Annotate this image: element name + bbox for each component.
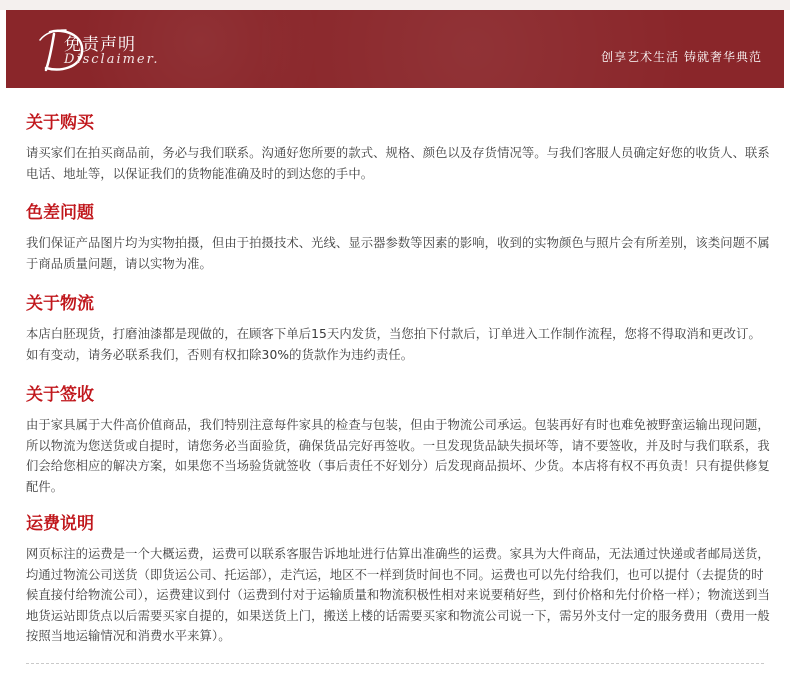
section-body: 由于家具属于大件高价值商品，我们特别注意每件家具的检查与包装，但由于物流公司承运。包装再好有时也难免被野蛮运输出现问题，所以物流为您送货或自提时，请您务必当面验货，确保货品完好再签收。一旦发现货品缺失损坏等，请不要签收，并及时与我们联系，我们会给您相应的解决方案，如果您不当场验货就签收（事后责任不好划分）后发现商品损坏、少货。本店将有权不再负责！只有提供修复配件。	[26, 418, 770, 494]
top-decor-strip	[0, 0, 790, 10]
section-heading: 运费说明	[26, 514, 94, 534]
section-heading: 关于签收	[26, 385, 94, 405]
section-body: 网页标注的运费是一个大概运费，运费可以联系客服告诉地址进行估算出准确些的运费。家具为大件商品，无法通过快递或者邮局送货，均通过物流公司送货（即货运公司、托运部），走汽运，地区不一样到货时间也不同。运费也可以先付给我们，也可以提付（去提货的时候直接付给物流公司），运费建议到付（运费到付对于运输质量和物流积极性相对来说要稍好些，到付价格和先付价格一样）；物流送到当地货运站即货点以后需要买家自提的，如果送货上门，搬送上楼的话需要买家和物流公司说一下，需另外支付一定的服务费用（费用一般按照当地运输情况和消费水平来算）。	[26, 547, 770, 643]
section-body: 请买家们在拍买商品前，务必与我们联系。沟通好您所要的款式、规格、颜色以及存货情况等。与我们客服人员确定好您的收货人、联系电话、地址等，以保证我们的货物能准确及时的到达您的手中。	[26, 146, 770, 181]
section-signing	[26, 384, 770, 497]
section-color-difference	[26, 202, 770, 274]
bottom-divider	[26, 663, 764, 664]
section-heading: 关于购买	[26, 113, 94, 133]
section-body: 本店白胚现货，打磨油漆都是现做的，在顾客下单后15天内发货，当您拍下付款后，订单进入工作制作流程，您将不得取消和更改订。如有变动，请务必联系我们，否则有权扣除30%的货款作为违约责任。	[26, 327, 761, 362]
section-purchase	[26, 112, 770, 184]
banner-subtitle: Disclaimer.	[64, 52, 160, 67]
section-logistics	[26, 293, 770, 365]
section-heading: 色差问题	[26, 203, 94, 223]
banner-title: 免责声明	[64, 35, 136, 55]
section-body: 我们保证产品图片均为实物拍摄，但由于拍摄技术、光线、显示器参数等因素的影响，收到的实物颜色与照片会有所差别，该类问题不属于商品质量问题，请以实物为准。	[26, 236, 770, 271]
section-heading: 关于物流	[26, 294, 94, 314]
disclaimer-banner	[6, 10, 784, 88]
section-shipping-fee	[26, 513, 770, 647]
banner-slogan: 创享艺术生活 铸就奢华典范	[601, 50, 762, 64]
